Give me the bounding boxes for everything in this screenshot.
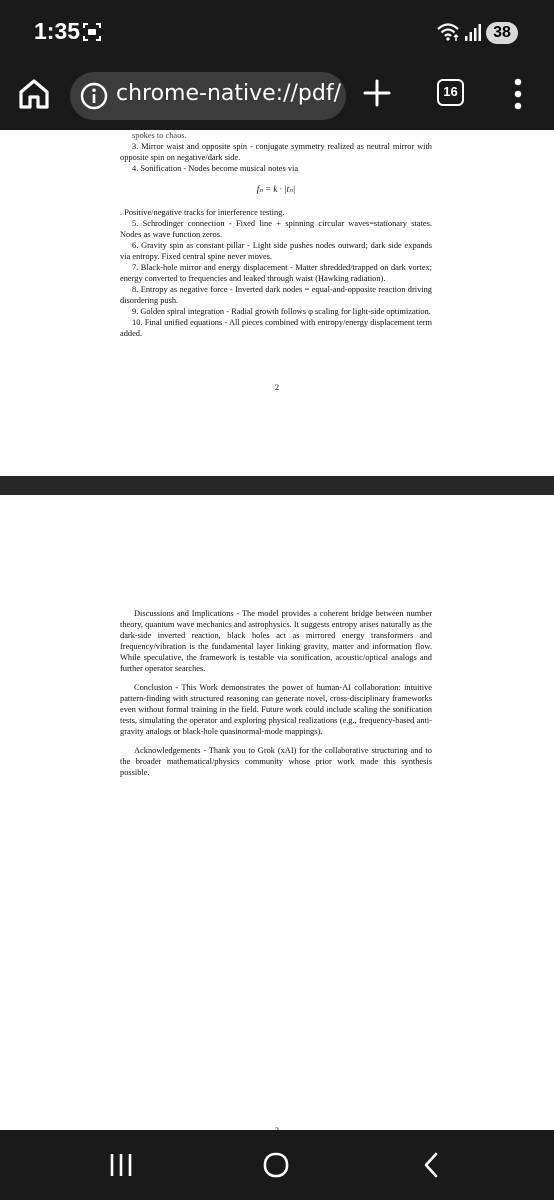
address-bar[interactable]	[70, 72, 346, 120]
list-item: 8. Entropy as negative force - Inverted dark nodes = equal-and-opposite reaction driving disordering push.	[120, 285, 432, 305]
page-3-body	[120, 608, 432, 786]
home-nav-icon[interactable]	[262, 1150, 290, 1180]
list-item: 4. Sonification - Nodes become musical notes via	[132, 164, 299, 173]
clipped-line: spokes to chaos.	[132, 131, 187, 140]
page-number: 2	[274, 383, 280, 392]
list-item: 10. Final unified equations - All pieces combined with entropy/energy displacement term added.	[120, 318, 432, 338]
paragraph: Discussions and Implications - The model provides a coherent bridge between number theory, quantum wave mechanics and astrophysics. It suggests entropy arises naturally as the dark-side inverted reaction, black holes act as mirrored energy transformers and frequency/vibration is the fundamental layer linking gravity, matter and information flow. While speculative, the framework is testable via sonification, acoustic/optical analogs and further operator searches.	[120, 609, 432, 673]
list-item: 5. Schrodinger connection - Fixed line + spinning circular waves=stationary states. Nodes as wave function zeros.	[120, 219, 432, 239]
paragraph: Acknowledgements - Thank you to Grok (xAI) for the collaborative structuring and to the broader mathematical/physics community whose prior work made this synthesis possible.	[120, 746, 432, 777]
signal-icon	[464, 22, 482, 42]
paragraph: Conclusion - This Work demonstrates the power of human-AI collaboration: intuitive pattern-finding with structured reasoning can generate novel, cross-disciplinary frameworks even without formal training in the field. Future work could include scaling the sonification tests, simulating the operator and exploring physical realizations (e.g., frequency-based anti-gravity analogs or black-hole quasinormal-mode mappings).	[120, 683, 432, 736]
more-options-icon[interactable]	[510, 76, 526, 112]
list-item: 9. Golden spiral integration - Radial growth follows φ scaling for light-side optimization.	[132, 307, 431, 316]
list-item: 7. Black-hole mirror and energy displacement - Matter shredded/trapped on dark vortex; energy converted to frequencies and leaked through waist (Hawking radiation).	[120, 263, 432, 283]
pdf-viewport[interactable]	[0, 131, 554, 1130]
list-item: 3. Mirror waist and opposite spin - conjugate symmetry realized as neutral mirror with opposite spin on negative/dark side.	[120, 142, 432, 162]
page-2-body	[120, 130, 432, 339]
tab-switcher-button[interactable]: 16	[437, 79, 464, 106]
new-tab-icon[interactable]	[362, 78, 392, 108]
status-time: 1:35	[34, 18, 81, 44]
battery-indicator: 38	[486, 22, 518, 44]
back-icon[interactable]	[420, 1150, 442, 1180]
home-icon[interactable]	[16, 76, 52, 112]
url-text[interactable]: chrome-native://pdf/	[116, 81, 342, 106]
formula: fₙ = k · |tₙ|	[256, 184, 296, 194]
pdf-page-3	[0, 495, 554, 1145]
navigation-bar	[0, 1130, 554, 1200]
list-item: 6. Gravity spin as constant pillar - Light side pushes nodes outward; dark side expands via entropy. Fixed central spine never moves.	[120, 241, 432, 261]
status-bar	[0, 0, 554, 62]
info-icon[interactable]	[80, 82, 108, 110]
recents-icon[interactable]	[108, 1150, 134, 1180]
browser-toolbar	[0, 62, 554, 134]
screen-record-icon	[82, 22, 102, 42]
pdf-page-2	[0, 130, 554, 476]
list-item: . Positive/negative tracks for interference testing.	[120, 208, 285, 217]
wifi-icon	[436, 22, 460, 42]
